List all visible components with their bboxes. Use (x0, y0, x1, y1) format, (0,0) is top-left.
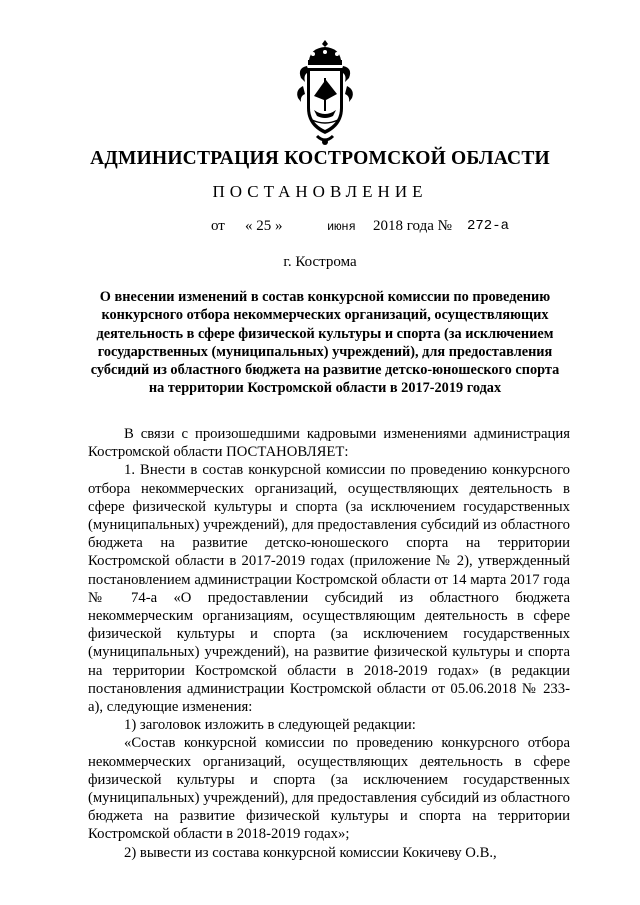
body-paragraph-5: 2) вывести из состава конкурсной комиссии Кокичеву О.В., (124, 844, 497, 861)
body-paragraph-4: «Состав конкурсной комиссии по проведению конкурсного отбора некоммерческих организаций, осуществляющих деятельность в сфере физической культуры и спорта (за исключением государственных (муниципальных) учреждений), для предоставления субсидий из областного бюджета на развитие физической культуры и спорта на территории Костромской области в 2018-2019 годах»; (88, 735, 570, 843)
body-paragraph-1: В связи с произошедшими кадровыми изменениями администрация Костромской области ПОСТАНОВЛЯЕТ: (88, 426, 570, 461)
document-type-title: ПОСТАНОВЛЕНИЕ (212, 182, 428, 201)
date-month: июня (327, 220, 356, 234)
date-day: « 25 » (245, 218, 283, 234)
kostroma-coat-of-arms-icon (295, 38, 355, 146)
document-subject: О внесении изменений в состав конкурсной комиссии по проведению конкурсного отбора некоммерческих организаций, осуществляющих деятельность в сфере физической культуры и спорта (за исключением государственных (муниципальных) учреждений), для предоставления субсидий из областного бюджета на развитие детско-юношеского спорта на территории Костромской области в 2017-2019 годах (90, 289, 560, 397)
body-paragraph-2: 1. Внести в состав конкурсной комиссии по проведению конкурсного отбора некоммерческих организаций, осуществляющих деятельность в сфере физической культуры и спорта (за исключением государственных (муниципальных) учреждений), для предоставления субсидий из областного бюджета на развитие детско-юношеского спорта на территории Костромской области в 2017-2019 годах (приложение № 2), утвержденный постановлением администрации Костромской области от 14 марта 2017 года № 74-а «О предоставлении субсидий из областного бюджета некоммерческим организациям, осуществляющим деятельность в сфере физической культуры и спорта (за исключением государственных (муниципальных) учреждений), на развитие физической культуры и спорта на территории Костромской области в 2018-2019 годах» (в редакции постановления администрации Костромской области от 05.06.2018 № 233-а), следующие изменения: (88, 462, 570, 716)
organization-title: АДМИНИСТРАЦИЯ КОСТРОМСКОЙ ОБЛАСТИ (90, 148, 550, 169)
date-prefix: от (211, 218, 225, 234)
document-number: 272-а (467, 218, 510, 234)
date-line (205, 218, 525, 240)
body-paragraph-3: 1) заголовок изложить в следующей редакции: (124, 717, 416, 734)
city-line: г. Кострома (283, 254, 357, 270)
date-year-label: 2018 года № (373, 218, 452, 234)
document-body (88, 425, 570, 862)
